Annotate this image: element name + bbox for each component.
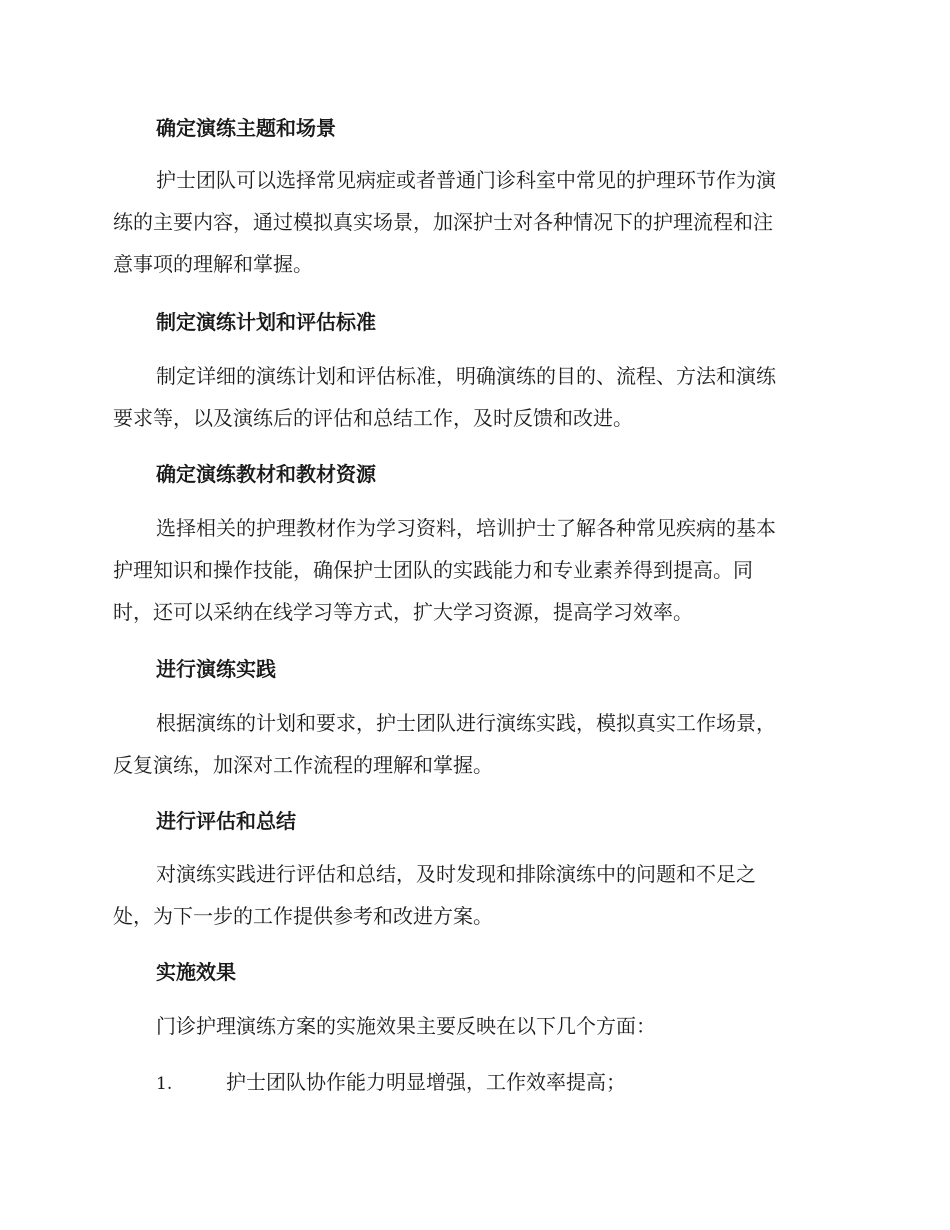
paragraph-line: 对演练实践进行评估和总结，及时发现和排除演练中的问题和不足之 bbox=[156, 862, 756, 886]
paragraph-line: 时，还可以采纳在线学习等方式，扩大学习资源，提高学习效率。 bbox=[113, 600, 693, 624]
list-item bbox=[156, 1068, 626, 1098]
paragraph-line: 护理知识和操作技能，确保护士团队的实践能力和专业素养得到提高。同 bbox=[113, 558, 753, 582]
paragraph-line: 选择相关的护理教材作为学习资料，培训护士了解各种常见疾病的基本 bbox=[156, 516, 776, 540]
paragraph-line: 门诊护理演练方案的实施效果主要反映在以下几个方面： bbox=[156, 1014, 656, 1038]
section-paragraph bbox=[113, 702, 835, 786]
section-heading: 实施效果 bbox=[156, 960, 236, 984]
section-paragraph bbox=[113, 1005, 835, 1047]
paragraph-line: 意事项的理解和掌握。 bbox=[113, 252, 313, 276]
paragraph-line: 要求等，以及演练后的评估和总结工作，及时反馈和改进。 bbox=[113, 406, 633, 430]
paragraph-line: 护士团队可以选择常见病症或者普通门诊科室中常见的护理环节作为演 bbox=[156, 168, 776, 192]
section-paragraph bbox=[113, 853, 835, 937]
section-paragraph bbox=[113, 355, 835, 439]
section-heading: 确定演练教材和教材资源 bbox=[156, 462, 376, 486]
paragraph-line: 反复演练，加深对工作流程的理解和掌握。 bbox=[113, 753, 493, 777]
section-heading: 制定演练计划和评估标准 bbox=[156, 310, 376, 334]
section-heading: 确定演练主题和场景 bbox=[156, 116, 336, 140]
list-item-number: 1. bbox=[156, 1074, 173, 1094]
paragraph-line: 处，为下一步的工作提供参考和改进方案。 bbox=[113, 904, 493, 928]
paragraph-line: 制定详细的演练计划和评估标准，明确演练的目的、流程、方法和演练 bbox=[156, 364, 776, 388]
section-heading: 进行评估和总结 bbox=[156, 809, 296, 833]
section-paragraph bbox=[113, 507, 835, 633]
section-heading: 进行演练实践 bbox=[156, 657, 276, 681]
paragraph-line: 根据演练的计划和要求，护士团队进行演练实践，模拟真实工作场景， bbox=[156, 711, 776, 735]
paragraph-line: 练的主要内容，通过模拟真实场景，加深护士对各种情况下的护理流程和注 bbox=[113, 210, 773, 234]
list-item-text: 护士团队协作能力明显增强，工作效率提高； bbox=[226, 1070, 626, 1094]
section-paragraph bbox=[113, 159, 835, 285]
